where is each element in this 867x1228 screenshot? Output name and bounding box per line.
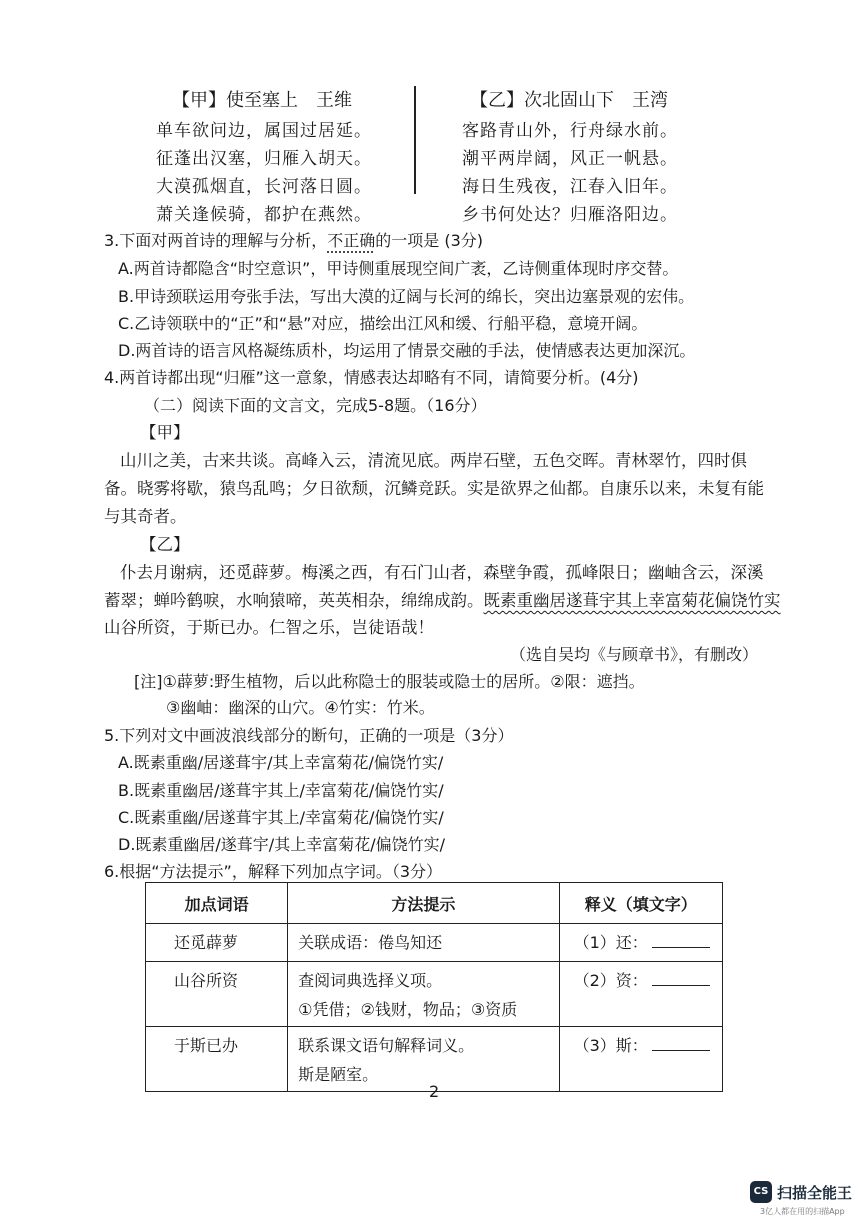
poem-jia-title: 【甲】使至塞上 王维 (172, 90, 352, 111)
answer-label: （2）资： (573, 971, 648, 990)
camscanner-name: 扫描全能王 (777, 1184, 853, 1202)
poem-jia-line: 萧关逢候骑，都护在燕然。 (156, 205, 372, 225)
table-header-row (146, 883, 723, 924)
q3-stem-part: 3.下面对两首诗的理解与分析， (104, 231, 328, 250)
poem-divider (414, 86, 416, 194)
passage-yi-line (104, 587, 781, 611)
passage-jia-label: 【甲】 (140, 423, 190, 442)
question-6-stem: 6.根据“方法提示”，解释下列加点字词。（3分） (104, 862, 443, 881)
answer-label: （1）还： (573, 933, 648, 952)
hint-text: 斯是陋室。 (298, 1065, 379, 1084)
poem-yi-line: 海日生残夜，江春入旧年。 (462, 177, 678, 197)
question-5-stem: 5.下列对文中画波浪线部分的断句，正确的一项是（3分） (104, 726, 514, 745)
passage-jia-line: 备。晓雾将歇，猿鸟乱鸣；夕日欲颓，沉鳞竞跃。实是欲界之仙都。自康乐以来，未复有能 (104, 479, 764, 498)
passage-jia-line: 与其奇者。 (104, 507, 187, 526)
answer-blank[interactable] (652, 947, 710, 948)
answer-cell (559, 962, 722, 1027)
q5-option-a: A.既素重幽/居遂葺宇/其上幸富菊花/偏饶竹实/ (118, 753, 444, 772)
answer-blank[interactable] (652, 985, 710, 986)
poem-yi-title: 【乙】次北固山下 王湾 (470, 90, 668, 111)
passage-yi-wavy-underline: 既素重幽居遂葺宇其上幸富菊花偏饶竹实 (483, 591, 781, 610)
passage-yi-label: 【乙】 (140, 535, 190, 554)
poem-yi-line: 客路青山外，行舟绿水前。 (462, 121, 678, 141)
page-number: 2 (429, 1082, 440, 1101)
table-header: 加点词语 (146, 883, 288, 924)
hint-cell (288, 962, 559, 1027)
hint-text: 联系课文语句解释词义。 (298, 1036, 475, 1055)
q3-option-d: D.两首诗的语言风格凝练质朴，均运用了情景交融的手法，使情感表达更加深沉。 (118, 341, 696, 360)
q3-emphasis: 不正确 (327, 231, 376, 250)
answer-cell (559, 1027, 722, 1092)
table-row (146, 962, 723, 1027)
table-row (146, 924, 723, 962)
passage-jia-line: 山川之美，古来共谈。高峰入云，清流见底。两岸石壁，五色交晖。青林翠竹，四时俱 (120, 451, 747, 470)
q3-option-c: C.乙诗领联中的“正”和“悬”对应，描绘出江风和缓、行船平稳，意境开阔。 (118, 314, 648, 333)
table-header: 释义（填文字） (559, 883, 722, 924)
notes-line: ③幽岫：幽深的山穴。④竹实：竹米。 (166, 698, 435, 717)
hint-cell (288, 924, 559, 962)
q5-option-b: B.既素重幽居/遂葺宇其上/幸富菊花/偏饶竹实/ (118, 781, 444, 800)
q3-stem-part: 的一项是 (3分) (375, 231, 484, 250)
word-cell: 还觅薜萝 (146, 924, 288, 962)
poem-jia-line: 单车欲问边，属国过居延。 (156, 121, 372, 141)
answer-label: （3）斯： (573, 1036, 648, 1055)
word-cell: 山谷所资 (146, 962, 288, 1027)
poem-yi-line: 乡书何处达？归雁洛阳边。 (462, 205, 678, 225)
table-header: 方法提示 (288, 883, 559, 924)
notes-line: [注]①薜萝:野生植物，后以此称隐士的服装或隐士的居所。②限：遮挡。 (134, 672, 645, 691)
question-3-stem (104, 228, 483, 251)
hint-text: 查阅词典选择义项。 (298, 971, 443, 990)
word-cell: 于斯已办 (146, 1027, 288, 1092)
passage-yi-line: 仆去月谢病，还觅薜萝。梅溪之西，有石门山者，森壁争霞，孤峰限日；幽岫含云，深溪 (120, 563, 764, 582)
poem-jia-line: 征蓬出汉塞，归雁入胡天。 (156, 149, 372, 169)
hint-cell (288, 1027, 559, 1092)
method-table (145, 882, 723, 1092)
q3-option-b: B.甲诗颈联运用夸张手法，写出大漠的辽阔与长河的绵长，突出边塞景观的宏伟。 (118, 287, 695, 306)
answer-blank[interactable] (652, 1050, 710, 1051)
camscanner-tagline: 3亿人都在用的扫描App (760, 1207, 845, 1216)
hint-text: ①凭借；②钱财，物品；③资质 (298, 1000, 518, 1019)
camscanner-logo-icon: CS (750, 1181, 772, 1203)
q5-option-c: C.既素重幽/居遂葺宇其上/幸富菊花/偏饶竹实/ (118, 808, 444, 827)
poem-jia-line: 大漠孤烟直，长河落日圆。 (156, 177, 372, 197)
passage-yi-line: 山谷所资，于斯已办。仁智之乐，岂徒语哉！ (104, 618, 434, 637)
passage-yi-plain: 蓄翠；蝉吟鹤唳，水响猿啼，英英相杂，绵绵成韵。 (104, 591, 484, 610)
hint-text: 关联成语：倦鸟知还 (298, 933, 443, 952)
q5-option-d: D.既素重幽居/遂葺宇/其上幸富菊花/偏饶竹实/ (118, 835, 445, 854)
answer-cell (559, 924, 722, 962)
q3-option-a: A.两首诗都隐含“时空意识”，甲诗侧重展现空间广袤，乙诗侧重体现时序交替。 (118, 259, 679, 278)
passage-source: （选自吴均《与顾章书》，有删改） (510, 645, 759, 664)
question-4: 4.两首诗都出现“归雁”这一意象，情感表达却略有不同，请简要分析。(4分) (104, 368, 639, 387)
poem-yi-line: 潮平两岸阔，风正一帆悬。 (462, 149, 678, 169)
section-2-heading: （二）阅读下面的文言文，完成5-8题。（16分） (144, 396, 487, 415)
